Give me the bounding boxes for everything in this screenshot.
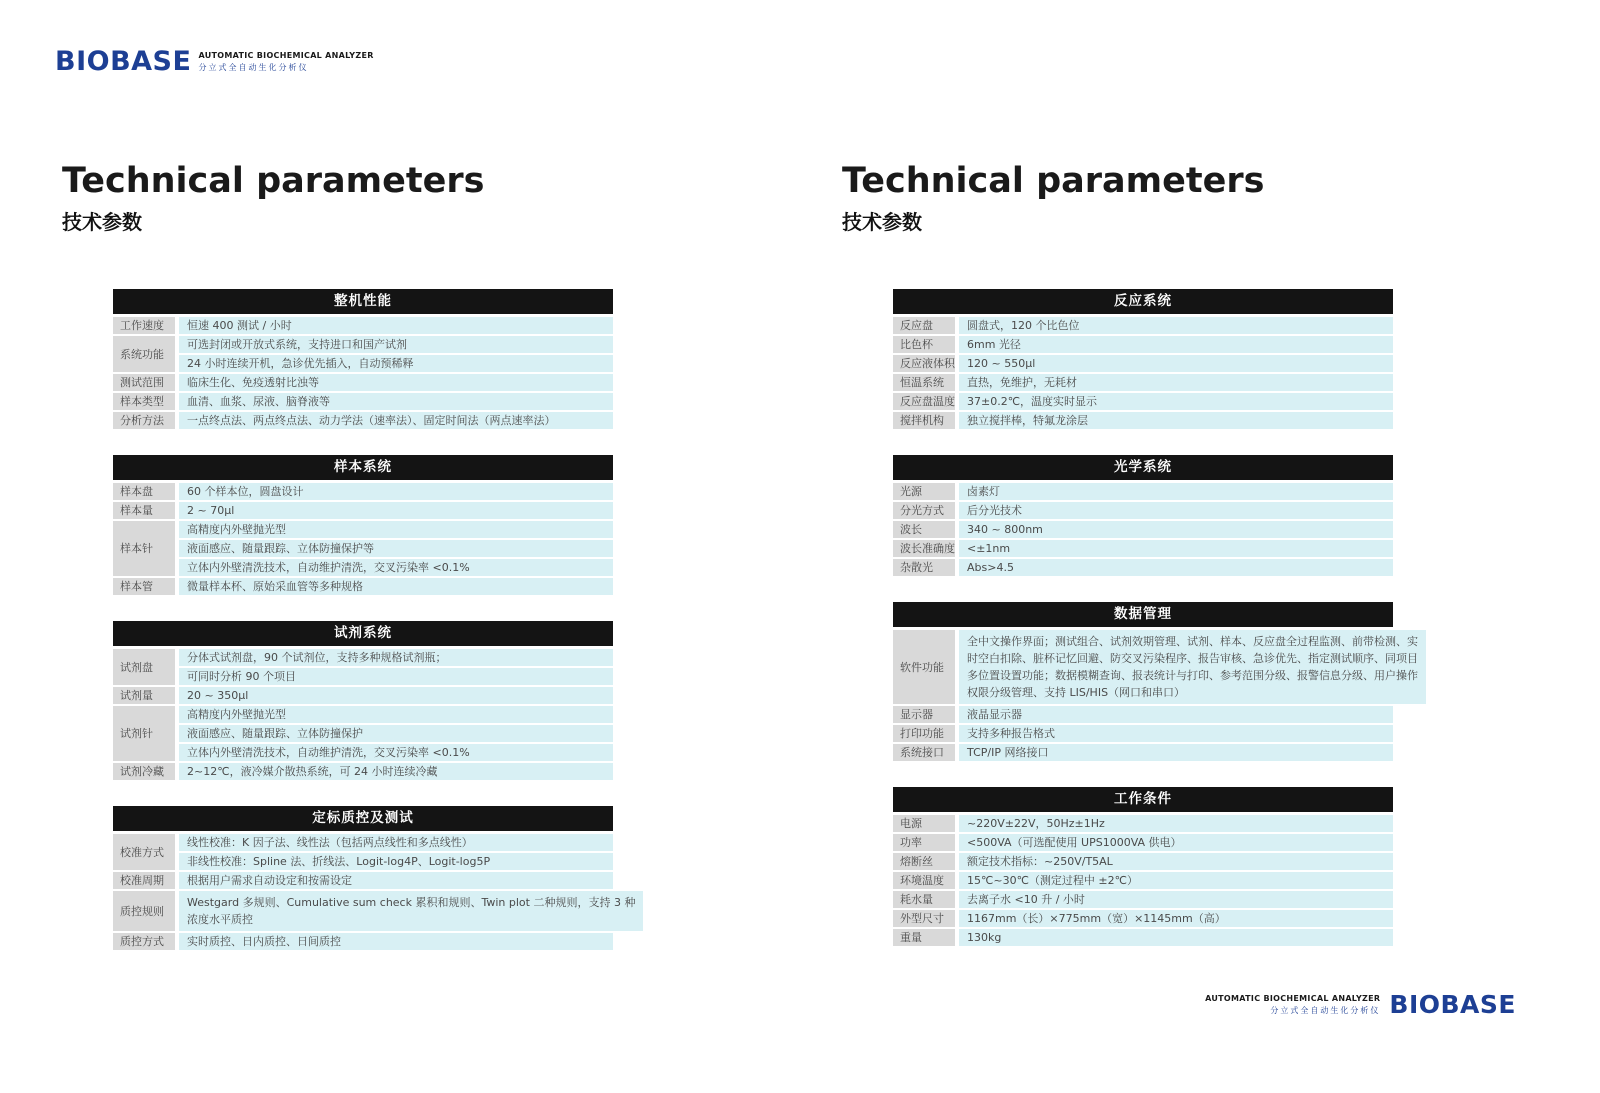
row-label: 环境温度 xyxy=(893,872,955,889)
spec-row xyxy=(893,355,1393,372)
row-value xyxy=(959,910,1393,927)
row-value xyxy=(179,763,613,780)
spec-row xyxy=(893,374,1393,391)
row-value xyxy=(179,687,613,704)
spec-row xyxy=(113,687,613,704)
row-value xyxy=(179,317,613,334)
row-label: 光源 xyxy=(893,483,955,500)
row-value-line: 20 ~ 350μl xyxy=(179,687,613,704)
row-label: 外型尺寸 xyxy=(893,910,955,927)
spec-row xyxy=(893,483,1393,500)
spec-row xyxy=(113,502,613,519)
spec-table xyxy=(893,787,1393,946)
page-subtitle: 技术参数 xyxy=(842,209,922,234)
row-value xyxy=(959,336,1393,353)
row-value-line: 高精度内外壁抛光型 xyxy=(179,706,613,723)
row-label: 质控方式 xyxy=(113,933,175,950)
spec-row xyxy=(893,872,1393,889)
row-value-line: 线性校准：K 因子法、线性法（包括两点线性和多点线性） xyxy=(179,834,613,851)
row-value-line: Westgard 多规则、Cumulative sum check 累积和规则、Twin plot 二种规则，支持 3 种 xyxy=(187,895,636,909)
row-value-line: 全中文操作界面；测试组合、试剂效期管理、试剂、样本、反应盘全过程监测、前带检测、实 xyxy=(967,634,1418,648)
row-label: 试剂量 xyxy=(113,687,175,704)
row-value-line: 权限分级管理、支持 LIS/HIS（网口和串口） xyxy=(967,685,1186,699)
row-label: 系统接口 xyxy=(893,744,955,761)
row-value-line: 去离子水 <10 升 / 小时 xyxy=(959,891,1393,908)
spec-row xyxy=(893,891,1393,908)
row-value-line: Abs>4.5 xyxy=(959,559,1393,576)
row-value-line: 卤素灯 xyxy=(959,483,1393,500)
spec-row xyxy=(893,502,1393,519)
row-value-line: 独立搅拌棒，特氟龙涂层 xyxy=(959,412,1393,429)
row-label: 试剂针 xyxy=(113,706,175,761)
row-value xyxy=(959,355,1393,372)
row-value xyxy=(959,744,1393,761)
row-value xyxy=(179,502,613,519)
row-value-line: 立体内外壁清洗技术，自动维护清洗，交叉污染率 <0.1% xyxy=(179,559,613,576)
row-value-line: 临床生化、免疫透射比浊等 xyxy=(179,374,613,391)
row-value xyxy=(959,872,1393,889)
row-value xyxy=(959,521,1393,538)
row-label: 分析方法 xyxy=(113,412,175,429)
row-label: 打印功能 xyxy=(893,725,955,742)
row-value-line: 后分光技术 xyxy=(959,502,1393,519)
row-value-line: 立体内外壁清洗技术，自动维护清洗，交叉污染率 <0.1% xyxy=(179,744,613,761)
row-value xyxy=(959,412,1393,429)
row-value-line: 液面感应、随量跟踪、立体防撞保护等 xyxy=(179,540,613,557)
row-value xyxy=(959,502,1393,519)
row-label: 分光方式 xyxy=(893,502,955,519)
table-title: 定标质控及测试 xyxy=(113,806,613,831)
row-label: 比色杯 xyxy=(893,336,955,353)
row-value xyxy=(959,891,1393,908)
spec-row xyxy=(893,725,1393,742)
row-value-line: <±1nm xyxy=(959,540,1393,557)
row-value-line: 时空白扣除、脏杯记忆回避、防交叉污染程序、报告审核、急诊优先、指定测试顺序、同项目 xyxy=(967,651,1418,665)
row-value-line: 直热，免维护，无耗材 xyxy=(959,374,1393,391)
footer-logo xyxy=(1205,992,1516,1017)
row-label: 重量 xyxy=(893,929,955,946)
row-value-line: 340 ~ 800nm xyxy=(959,521,1393,538)
table-title: 工作条件 xyxy=(893,787,1393,812)
table-title: 光学系统 xyxy=(893,455,1393,480)
spec-row xyxy=(893,521,1393,538)
brand-logo-text: BIOBASE xyxy=(55,46,192,77)
spec-row xyxy=(893,559,1393,576)
row-label: 样本量 xyxy=(113,502,175,519)
row-label: 校准方式 xyxy=(113,834,175,870)
spec-row xyxy=(113,483,613,500)
row-label: 耗水量 xyxy=(893,891,955,908)
table-title: 数据管理 xyxy=(893,602,1393,627)
row-value-line: 实时质控、日内质控、日间质控 xyxy=(179,933,613,950)
row-label: 样本盘 xyxy=(113,483,175,500)
spec-row xyxy=(893,910,1393,927)
row-label: 搅拌机构 xyxy=(893,412,955,429)
row-value-line: 液晶显示器 xyxy=(959,706,1393,723)
row-value xyxy=(179,412,613,429)
row-value xyxy=(179,521,613,576)
row-label: 显示器 xyxy=(893,706,955,723)
row-value-line: 130kg xyxy=(959,929,1393,946)
row-value-line: 多位置设置功能；数据模糊查询、报表统计与打印、参考范围分级、报警信息分级、用户操作 xyxy=(967,668,1418,682)
row-value-line: 24 小时连续开机，急诊优先插入，自动预稀释 xyxy=(179,355,613,372)
page-subtitle: 技术参数 xyxy=(62,209,142,234)
row-label: 样本针 xyxy=(113,521,175,576)
spec-row xyxy=(893,336,1393,353)
row-value-line: 60 个样本位，圆盘设计 xyxy=(179,483,613,500)
row-label: 试剂盘 xyxy=(113,649,175,685)
spec-row xyxy=(893,630,1418,704)
brand-tagline-cn: 分立式全自动生化分析仪 xyxy=(198,62,309,72)
row-label: 恒温系统 xyxy=(893,374,955,391)
row-label: 杂散光 xyxy=(893,559,955,576)
row-value xyxy=(179,891,643,931)
spec-table xyxy=(893,602,1418,761)
brand-logo xyxy=(55,48,374,75)
spec-row xyxy=(893,815,1393,832)
spec-row xyxy=(893,929,1393,946)
row-label: 功率 xyxy=(893,834,955,851)
row-value-line: 可选封闭或开放式系统，支持进口和国产试剂 xyxy=(179,336,613,353)
row-value xyxy=(959,483,1393,500)
spec-row xyxy=(893,706,1393,723)
row-value-line: 微量样本杯、原始采血管等多种规格 xyxy=(179,578,613,595)
left-tables-container xyxy=(113,289,636,950)
row-value-line: 一点终点法、两点终点法、动力学法（速率法）、固定时间法（两点速率法） xyxy=(179,412,613,429)
row-label: 测试范围 xyxy=(113,374,175,391)
spec-row xyxy=(113,336,613,372)
row-value-line: 可同时分析 90 个项目 xyxy=(179,668,613,685)
row-value-line: 支持多种报告格式 xyxy=(959,725,1393,742)
row-value xyxy=(959,374,1393,391)
page-title: Technical parameters xyxy=(842,161,1265,201)
row-value-line: 6mm 光径 xyxy=(959,336,1393,353)
spec-row xyxy=(113,763,613,780)
table-title: 反应系统 xyxy=(893,289,1393,314)
spec-table xyxy=(113,806,636,950)
row-label: 试剂冷藏 xyxy=(113,763,175,780)
row-label: 电源 xyxy=(893,815,955,832)
row-value xyxy=(959,630,1426,704)
spec-row xyxy=(113,834,613,870)
spec-row xyxy=(893,834,1393,851)
spec-row xyxy=(893,393,1393,410)
row-label: 系统功能 xyxy=(113,336,175,372)
spec-row xyxy=(893,540,1393,557)
row-label: 质控规则 xyxy=(113,891,175,931)
row-label: 波长准确度 xyxy=(893,540,955,557)
row-value xyxy=(959,706,1393,723)
row-label: 反应液体积 xyxy=(893,355,955,372)
row-value xyxy=(179,872,613,889)
spec-row xyxy=(113,317,613,334)
row-value-line: 血清、血浆、尿液、脑脊液等 xyxy=(179,393,613,410)
row-label: 样本管 xyxy=(113,578,175,595)
row-value-line: 根据用户需求自动设定和按需设定 xyxy=(179,872,613,889)
row-label: 波长 xyxy=(893,521,955,538)
row-value-cell xyxy=(179,891,643,931)
spec-row xyxy=(893,853,1393,870)
row-value-line: ~220V±22V，50Hz±1Hz xyxy=(959,815,1393,832)
row-value-line: 分体式试剂盘，90 个试剂位，支持多种规格试剂瓶； xyxy=(179,649,613,666)
row-value xyxy=(959,815,1393,832)
spec-row xyxy=(113,578,613,595)
left-column xyxy=(62,161,636,976)
row-value xyxy=(959,559,1393,576)
row-value xyxy=(179,706,613,761)
spec-row xyxy=(113,521,613,576)
spec-row xyxy=(113,872,613,889)
row-value xyxy=(959,725,1393,742)
row-label: 软件功能 xyxy=(893,630,955,704)
spec-table xyxy=(113,621,613,780)
row-value-line: 120 ~ 550μl xyxy=(959,355,1393,372)
spec-row xyxy=(113,706,613,761)
spec-table xyxy=(893,289,1393,429)
brand-tagline-en: AUTOMATIC BIOCHEMICAL ANALYZER xyxy=(198,50,374,60)
row-value-line: 高精度内外壁抛光型 xyxy=(179,521,613,538)
spec-row xyxy=(113,891,636,931)
row-label: 熔断丝 xyxy=(893,853,955,870)
spec-row xyxy=(893,317,1393,334)
row-value-line: TCP/IP 网络接口 xyxy=(959,744,1393,761)
table-title: 样本系统 xyxy=(113,455,613,480)
right-tables-container xyxy=(893,289,1418,946)
row-value-line: 浓度水平质控 xyxy=(187,912,253,926)
spec-row xyxy=(113,393,613,410)
table-title: 试剂系统 xyxy=(113,621,613,646)
page-title: Technical parameters xyxy=(62,161,485,201)
row-label: 反应盘温度 xyxy=(893,393,955,410)
row-value-line: 额定技术指标：~250V/T5AL xyxy=(959,853,1393,870)
spec-row xyxy=(113,933,613,950)
row-value xyxy=(179,336,613,372)
footer-tagline-en: AUTOMATIC BIOCHEMICAL ANALYZER xyxy=(1205,993,1381,1003)
footer-tagline-cn: 分立式全自动生化分析仪 xyxy=(1270,1005,1381,1015)
spec-row xyxy=(113,649,613,685)
row-value-line: 非线性校准：Spline 法、折线法、Logit-log4P、Logit-log5P xyxy=(179,853,613,870)
spec-row xyxy=(113,374,613,391)
row-value-line: 2 ~ 70μl xyxy=(179,502,613,519)
row-value xyxy=(959,929,1393,946)
row-value xyxy=(959,393,1393,410)
row-value xyxy=(179,578,613,595)
row-label: 样本类型 xyxy=(113,393,175,410)
row-label: 工作速度 xyxy=(113,317,175,334)
row-value xyxy=(179,393,613,410)
row-value xyxy=(959,540,1393,557)
row-value xyxy=(179,933,613,950)
row-label: 校准周期 xyxy=(113,872,175,889)
row-value-line: 圆盘式，120 个比色位 xyxy=(959,317,1393,334)
spec-table xyxy=(113,455,613,595)
row-value-cell xyxy=(959,630,1426,704)
table-title: 整机性能 xyxy=(113,289,613,314)
row-value xyxy=(959,317,1393,334)
row-value-line: 37±0.2℃，温度实时显示 xyxy=(959,393,1393,410)
spec-row xyxy=(893,744,1393,761)
row-value xyxy=(959,853,1393,870)
row-value xyxy=(959,834,1393,851)
row-value xyxy=(179,483,613,500)
row-value-line: 液面感应、随量跟踪、立体防撞保护 xyxy=(179,725,613,742)
footer-brand-text: BIOBASE xyxy=(1389,990,1516,1019)
spec-row xyxy=(893,412,1393,429)
row-label: 反应盘 xyxy=(893,317,955,334)
row-value-line: 2~12℃，液冷媒介散热系统，可 24 小时连续冷藏 xyxy=(179,763,613,780)
row-value-line: 15℃~30℃（测定过程中 ±2℃） xyxy=(959,872,1393,889)
row-value xyxy=(179,374,613,391)
row-value xyxy=(179,649,613,685)
row-value xyxy=(179,834,613,870)
spec-table xyxy=(893,455,1393,576)
spec-table xyxy=(113,289,613,429)
row-value-line: <500VA（可选配使用 UPS1000VA 供电） xyxy=(959,834,1393,851)
right-column xyxy=(842,161,1418,972)
row-value-line: 1167mm（长）×775mm（宽）×1145mm（高） xyxy=(959,910,1393,927)
spec-row xyxy=(113,412,613,429)
row-value-line: 恒速 400 测试 / 小时 xyxy=(179,317,613,334)
